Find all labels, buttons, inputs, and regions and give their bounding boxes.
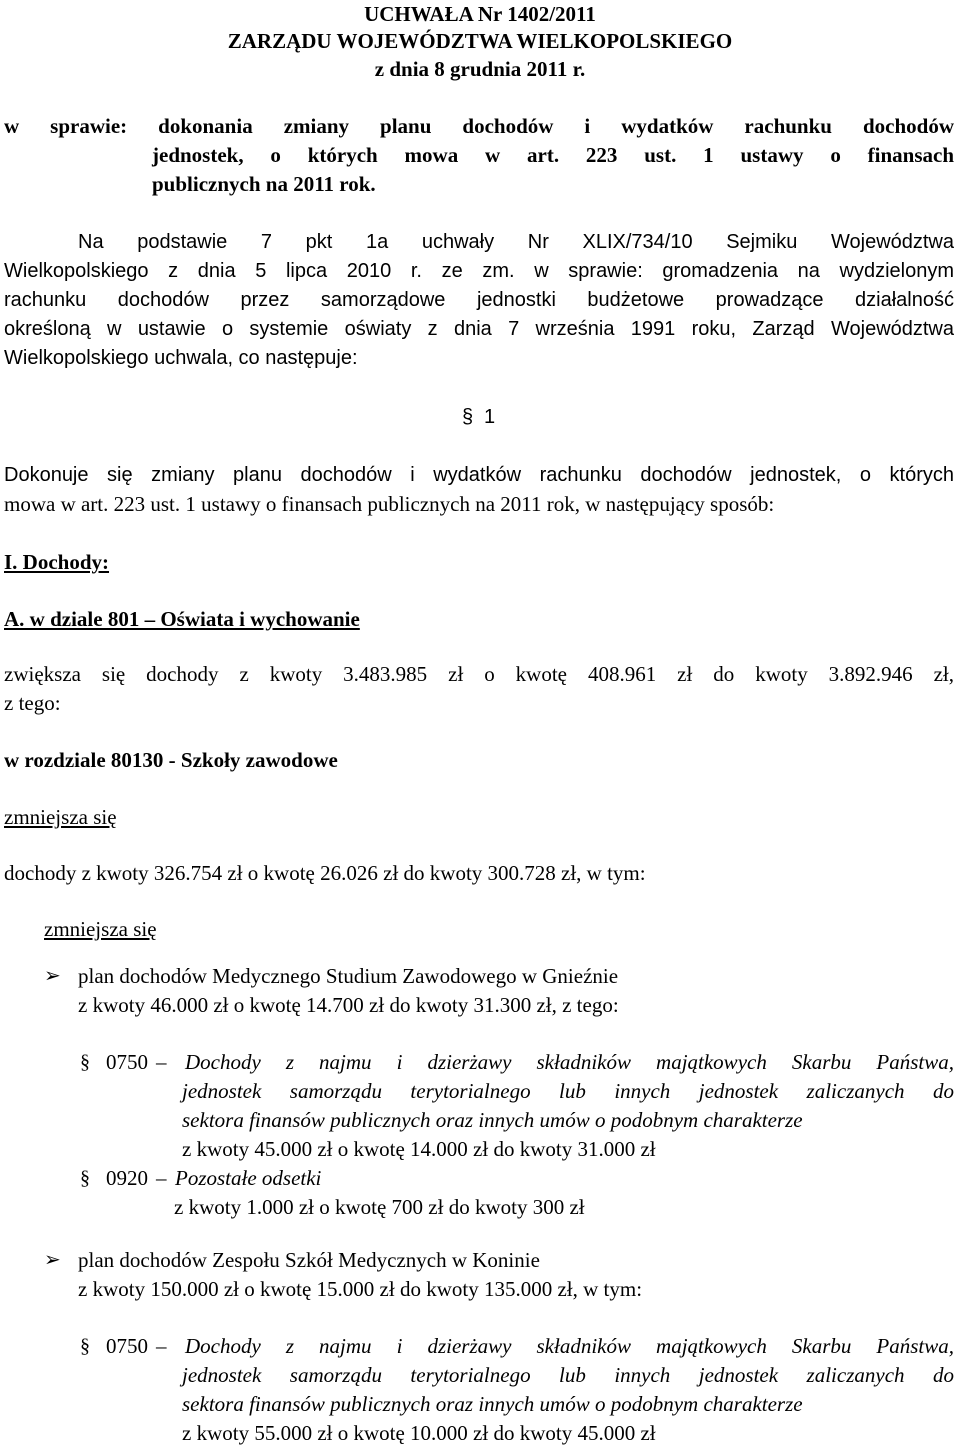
preamble-line-1: Na podstawie 7 pkt 1a uchwały Nr XLIX/734/10 Sejmiku Województwa xyxy=(78,231,954,253)
resolution-date: z dnia 8 grudnia 2011 r. xyxy=(374,57,586,81)
unit2-item1-desc-2: jednostek samorządu terytorialnego lub innych jednostek zaliczanych do xyxy=(182,1363,954,1387)
unit1-item1-code: 0750 xyxy=(106,1050,148,1074)
unit1-item1-dash: – xyxy=(156,1050,167,1074)
subject-line-3: publicznych na 2011 rok. xyxy=(152,172,376,196)
unit2-item1-amounts: z kwoty 55.000 zł o kwotę 10.000 zł do kwoty 45.000 zł xyxy=(182,1421,656,1445)
unit1-amounts: z kwoty 46.000 zł o kwotę 14.700 zł do kwoty 31.300 zł, z tego: xyxy=(78,993,619,1017)
decrease-line: dochody z kwoty 326.754 zł o kwotę 26.026 zł do kwoty 300.728 zł, w tym: xyxy=(4,861,646,885)
decrease-label-1: zmniejsza się xyxy=(4,805,117,829)
decrease-label-2: zmniejsza się xyxy=(44,917,157,941)
unit1-item2-dash: – xyxy=(156,1166,167,1190)
arrow-bullet-icon: ➢ xyxy=(44,1249,61,1271)
unit1-name: plan dochodów Medycznego Studium Zawodowego w Gnieźnie xyxy=(78,964,619,988)
body-intro-line-2: mowa w art. 223 ust. 1 ustawy o finansach publicznych na 2011 rok, w następujący sposób: xyxy=(4,492,775,516)
subject-line-2: jednostek, o których mowa w art. 223 ust. 1 ustawy o finansach xyxy=(152,143,954,167)
unit2-item1-desc-1: Dochody z najmu i dzierżawy składników majątkowych Skarbu Państwa, xyxy=(185,1334,954,1358)
unit1-item1-desc-1: Dochody z najmu i dzierżawy składników majątkowych Skarbu Państwa, xyxy=(185,1050,954,1074)
section-number: 1 xyxy=(484,406,496,428)
section-sign-icon: § xyxy=(462,406,474,428)
body-intro-line-1: Dokonuje się zmiany planu dochodów i wydatków rachunku dochodów jednostek, o których xyxy=(4,464,954,486)
heading-dzial: A. w dziale 801 – Oświata i wychowanie xyxy=(4,607,360,631)
unit2-name: plan dochodów Zespołu Szkół Medycznych w Koninie xyxy=(78,1248,540,1272)
unit1-item1-desc-2: jednostek samorządu terytorialnego lub innych jednostek zaliczanych do xyxy=(182,1079,954,1103)
unit2-item1-dash: – xyxy=(156,1334,167,1358)
unit1-item1-desc-3: sektora finansów publicznych oraz innych umów o podobnym charakterze xyxy=(182,1108,803,1132)
preamble-line-5: Wielkopolskiego uchwala, co następuje: xyxy=(4,347,358,369)
unit2-amounts: z kwoty 150.000 zł o kwotę 15.000 zł do kwoty 135.000 zł, w tym: xyxy=(78,1277,643,1301)
section-sign-icon: § xyxy=(80,1335,90,1357)
subject-line-1: w sprawie: dokonania zmiany planu dochodów i wydatków rachunku dochodów xyxy=(4,114,954,138)
preamble-line-2: Wielkopolskiego z dnia 5 lipca 2010 r. ze zm. w sprawie: gromadzenia na wydzielonym xyxy=(4,260,954,282)
increase-line-2: z tego: xyxy=(4,691,61,715)
unit2-item1-desc-3: sektora finansów publicznych oraz innych umów o podobnym charakterze xyxy=(182,1392,803,1416)
increase-line-1: zwiększa się dochody z kwoty 3.483.985 zł o kwotę 408.961 zł do kwoty 3.892.946 zł, xyxy=(4,662,954,686)
heading-income: I. Dochody: xyxy=(4,550,110,574)
unit2-item1-code: 0750 xyxy=(106,1334,148,1358)
preamble-line-4: określoną w ustawie o systemie oświaty z dnia 7 września 1991 roku, Zarząd Województwa xyxy=(4,318,954,340)
unit1-item1-amounts: z kwoty 45.000 zł o kwotę 14.000 zł do kwoty 31.000 zł xyxy=(182,1137,656,1161)
section-sign-icon: § xyxy=(80,1051,90,1073)
issuing-body: ZARZĄDU WOJEWÓDZTWA WIELKOPOLSKIEGO xyxy=(227,29,733,53)
section-sign-icon: § xyxy=(80,1167,90,1189)
unit1-item2-amounts: z kwoty 1.000 zł o kwotę 700 zł do kwoty 300 zł xyxy=(174,1195,585,1219)
unit1-item2-code: 0920 xyxy=(106,1166,148,1190)
rozdzial-heading: w rozdziale 80130 - Szkoły zawodowe xyxy=(4,748,338,772)
resolution-number: UCHWAŁA Nr 1402/2011 xyxy=(364,2,596,26)
unit1-item2-desc: Pozostałe odsetki xyxy=(175,1166,322,1190)
arrow-bullet-icon: ➢ xyxy=(44,965,61,987)
preamble-line-3: rachunku dochodów przez samorządowe jednostki budżetowe prowadzące działalność xyxy=(4,289,954,311)
